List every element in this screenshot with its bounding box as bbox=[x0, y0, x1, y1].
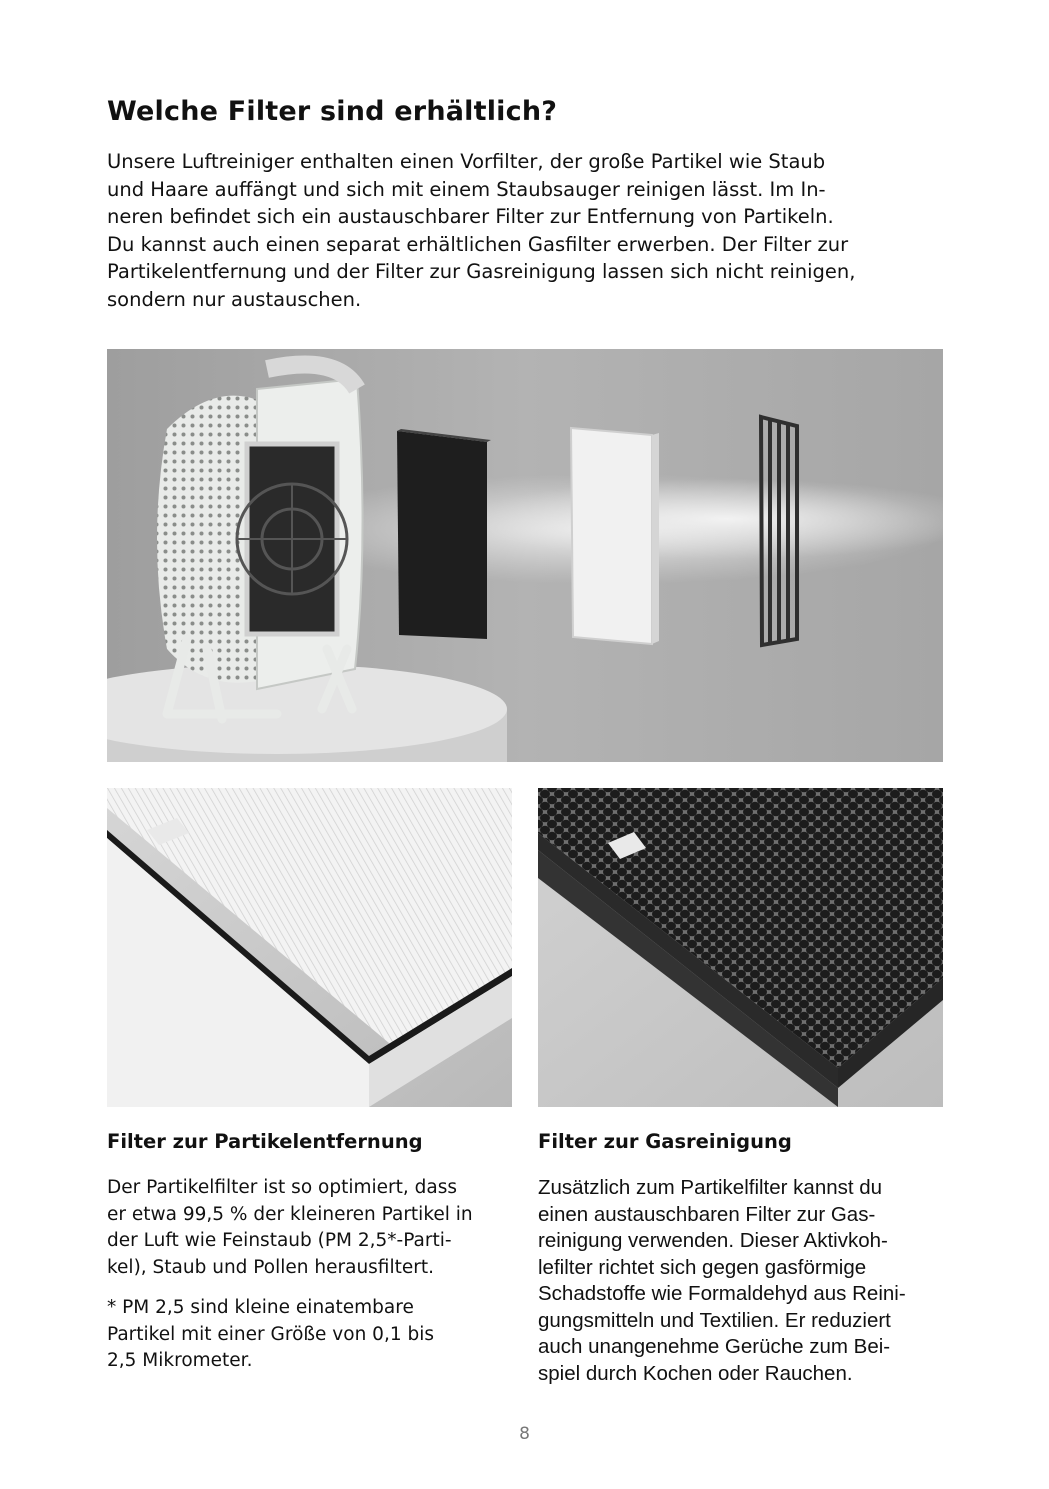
particle-filter-title: Filter zur Partikelentfernung bbox=[107, 1130, 423, 1153]
gas-filter-title: Filter zur Gasreinigung bbox=[538, 1130, 792, 1153]
gas-filter-photo bbox=[538, 788, 943, 1107]
text-line: Zusätzlich zum Partikelfilter kannst du bbox=[538, 1176, 883, 1199]
text-line: gungsmitteln und Textilien. Er reduziert bbox=[538, 1308, 891, 1332]
gas-filter-section bbox=[538, 1128, 943, 1387]
intro-line: neren befindet sich ein austauschbarer Filter zur Entfernung von Partikeln. bbox=[107, 205, 834, 228]
text-line: spiel durch Kochen oder Rauchen. bbox=[538, 1361, 853, 1385]
intro-line: Unsere Luftreiniger enthalten einen Vorfilter, der große Partikel wie Staub bbox=[107, 150, 826, 173]
text-line: kel), Staub und Pollen herausfiltert. bbox=[107, 1256, 434, 1278]
text-line: einen austauschbaren Filter zur Gas- bbox=[538, 1202, 876, 1226]
gas-filter-description bbox=[538, 1175, 943, 1387]
text-line: er etwa 99,5 % der kleineren Partikel in bbox=[107, 1203, 473, 1225]
text-line: reinigung verwenden. Dieser Aktivkoh- bbox=[538, 1229, 888, 1252]
text-line: der Luft wie Feinstaub (PM 2,5*-Parti- bbox=[107, 1230, 452, 1251]
particle-filter-description bbox=[107, 1175, 512, 1281]
pm25-footnote bbox=[107, 1295, 512, 1375]
intro-line: sondern nur austauschen. bbox=[107, 287, 362, 311]
text-line: auch unangenehme Gerüche zum Bei- bbox=[538, 1335, 891, 1358]
text-line: lefilter richtet sich gegen gasförmige bbox=[538, 1255, 867, 1279]
intro-line: Partikelentfernung und der Filter zur Gasreinigung lassen sich nicht reinigen, bbox=[107, 260, 856, 283]
particle-filter-section bbox=[107, 1128, 512, 1375]
text-line: 2,5 Mikrometer. bbox=[107, 1350, 253, 1371]
text-line: Partikel mit einer Größe von 0,1 bis bbox=[107, 1323, 434, 1345]
page-number: 8 bbox=[519, 1424, 530, 1444]
text-line: Der Partikelfilter ist so optimiert, dass bbox=[107, 1177, 457, 1198]
intro-line: und Haare auffängt und sich mit einem Staubsauger reinigen lässt. Im In- bbox=[107, 177, 826, 201]
air-purifier-exploded-photo bbox=[107, 349, 943, 762]
intro-line: Du kannst auch einen separat erhältlichen Gasfilter erwerben. Der Filter zur bbox=[107, 232, 849, 256]
particle-filter-photo bbox=[107, 788, 512, 1107]
page-title: Welche Filter sind erhältlich? bbox=[107, 96, 558, 127]
text-line: Schadstoffe wie Formaldehyd aus Reini- bbox=[538, 1282, 906, 1305]
text-line: * PM 2,5 sind kleine einatembare bbox=[107, 1297, 414, 1318]
intro-paragraph bbox=[107, 148, 937, 313]
